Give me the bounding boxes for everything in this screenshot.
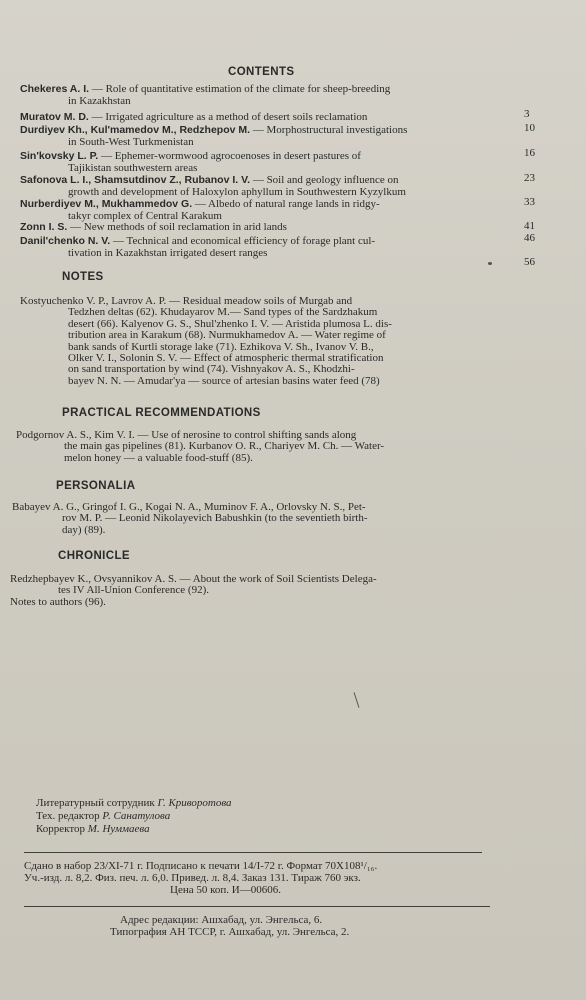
notes-line: bayev N. N. — Amudar'ya — source of artesian basins water feed (78) — [68, 374, 380, 387]
practical-text — [16, 430, 518, 464]
entry-page: 33 — [524, 196, 535, 208]
contents-entry — [20, 222, 518, 234]
credit-role: Литературный сотрудник — [36, 797, 155, 809]
address-line: Адрес редакции: Ашхабад, ул. Энгельса, 6. — [120, 914, 323, 926]
notes-line: Tedzhen deltas (62). Khudayarov M.— Sand types of the Sardzhakum — [68, 306, 378, 319]
entry-title-cont: in South-West Turkmenistan — [68, 135, 194, 148]
entry-title: — Role of quantitative estimation of the climate for sheep-breeding — [91, 83, 391, 95]
address-line: Типография АН ТССР, г. Ашхабад, ул. Энгельса, 2. — [110, 926, 350, 938]
credit-line — [36, 823, 232, 836]
credit-line — [36, 797, 232, 810]
notes-text — [20, 296, 518, 387]
chronicle-line: Notes to authors (96). — [10, 595, 106, 608]
entry-page: 16 — [524, 147, 535, 159]
entry-title-cont: takyr complex of Central Karakum — [68, 209, 222, 222]
entry-author: Nurberdiyev M., Mukhammedov G. — [20, 198, 193, 210]
notes-line: desert (66). Kalyenov G. S., Shul'zhenko I. V. — Aristida plumosa L. dis- — [68, 317, 392, 330]
colophon-bottom-rule — [24, 906, 490, 907]
personalia-heading: PERSONALIA — [56, 480, 136, 492]
credit-line — [36, 810, 232, 823]
colophon-line: Цена 50 коп. И—00606. — [170, 884, 281, 896]
credit-name: Г. Криворотова — [157, 797, 232, 809]
personalia-line: Babayev A. G., Gringof I. G., Kogai N. A., Muminov F. A., Orlovsky N. S., Pet- — [12, 501, 366, 513]
practical-line: melon honey — a valuable food-stuff (85). — [64, 451, 253, 464]
entry-author: Muratov M. D. — [20, 111, 89, 123]
ink-mark — [488, 262, 492, 265]
contents-entry — [20, 125, 518, 148]
entry-page: 46 — [524, 232, 535, 244]
entry-title-cont: tivation in Kazakhstan irrigated desert ranges — [68, 246, 268, 259]
entry-author: Safonova L. I., Shamsutdinov Z., Rubanov I. V. — [20, 174, 251, 186]
contents-entry — [20, 151, 518, 174]
entry-title: — Irrigated agriculture as a method of desert soils reclamation — [91, 111, 368, 123]
entry-title: — Soil and geology influence on — [252, 174, 399, 186]
contents-entry — [20, 199, 518, 222]
credit-name: Р. Санатулова — [102, 810, 171, 822]
colophon-line: Уч.-изд. л. 8,2. Физ. печ. л. 6,0. Привед. л. 8,4. Заказ 131. Тираж 760 экз. — [24, 872, 361, 884]
entry-title: — Albedo of natural range lands in ridgy- — [194, 198, 380, 210]
entry-title: — Technical and economical efficiency of forage plant cul- — [112, 235, 376, 247]
notes-line: Kostyuchenko V. P., Lavrov A. P. — Residual meadow soils of Murgab and — [20, 295, 353, 307]
practical-line: the main gas pipelines (81). Kurbanov O. R., Chariyev M. Ch. — Water- — [64, 440, 385, 453]
notes-line: Olker V. I., Solonin S. V. — Effect of atmospheric thermal stratification — [68, 352, 384, 365]
notes-line: on sand transportation by wind (74). Vishnyakov A. S., Khodzhi- — [68, 363, 355, 376]
contents-entry — [20, 175, 518, 198]
contents-entry — [20, 112, 518, 124]
personalia-line: rov M. P. — Leonid Nikolayevich Babushkin (to the seventieth birth- — [62, 512, 368, 525]
colophon-line: Сдано в набор 23/XI-71 г. Подписано к печати 14/I-72 г. Формат 70Х108¹/₁₆. — [24, 860, 378, 872]
entry-author: Danil'chenko N. V. — [20, 235, 111, 247]
practical-line: Podgornov A. S., Kim V. I. — Use of nerosine to control shifting sands along — [16, 429, 357, 441]
personalia-text — [12, 502, 518, 536]
chronicle-heading: CHRONICLE — [58, 550, 130, 562]
entry-page: 23 — [524, 172, 535, 184]
entry-page: 10 — [524, 122, 535, 134]
chronicle-line: Redzhepbayev K., Ovsyannikov A. S. — About the work of Soil Scientists Delega- — [10, 573, 377, 585]
entry-author: Zonn I. S. — [20, 221, 68, 233]
pen-mark — [354, 692, 360, 708]
credits-block — [36, 797, 232, 836]
entry-title-cont: growth and development of Haloxylon aphyllum in Southwestern Kyzylkum — [68, 185, 406, 198]
entry-title: — New methods of soil reclamation in arid lands — [70, 221, 287, 233]
colophon-top-rule — [24, 852, 482, 853]
entry-title: — Ephemer-wormwood agrocoenoses in desert pastures of — [100, 150, 361, 162]
address-block — [110, 914, 440, 938]
contents-heading: CONTENTS — [228, 66, 295, 78]
practical-heading: PRACTICAL RECOMMENDATIONS — [62, 407, 261, 419]
credit-role: Корректор — [36, 823, 86, 835]
contents-entry — [20, 236, 518, 259]
entry-author: Sin'kovsky L. P. — [20, 150, 99, 162]
chronicle-line: tes IV All-Union Conference (92). — [58, 584, 210, 597]
notes-heading: NOTES — [62, 271, 104, 283]
contents-entry — [20, 84, 518, 107]
entry-page: 56 — [524, 256, 535, 268]
credit-name: М. Нуммаева — [87, 823, 150, 835]
entry-title-cont: Tajikistan southwestern areas — [68, 161, 198, 174]
colophon-block — [24, 860, 476, 896]
credit-role: Тех. редактор — [36, 810, 100, 822]
entry-author: Durdiyev Kh., Kul'mamedov M., Redzhepov M. — [20, 124, 251, 136]
entry-page: 41 — [524, 220, 535, 232]
chronicle-text — [10, 574, 518, 608]
entry-author: Chekeres A. I. — [20, 83, 90, 95]
notes-line: tribution area in Karakum (68). Nurmukhamedov A. — Water regime of — [68, 329, 386, 342]
personalia-line: day) (89). — [62, 523, 106, 536]
entry-title: — Morphostructural investigations — [252, 124, 408, 136]
notes-line: bank sands of Kurtli storage lake (71). Ezhikova V. Sh., Ivanov V. B., — [68, 340, 374, 353]
entry-page: 3 — [524, 108, 530, 120]
entry-title-cont: in Kazakhstan — [68, 94, 131, 107]
